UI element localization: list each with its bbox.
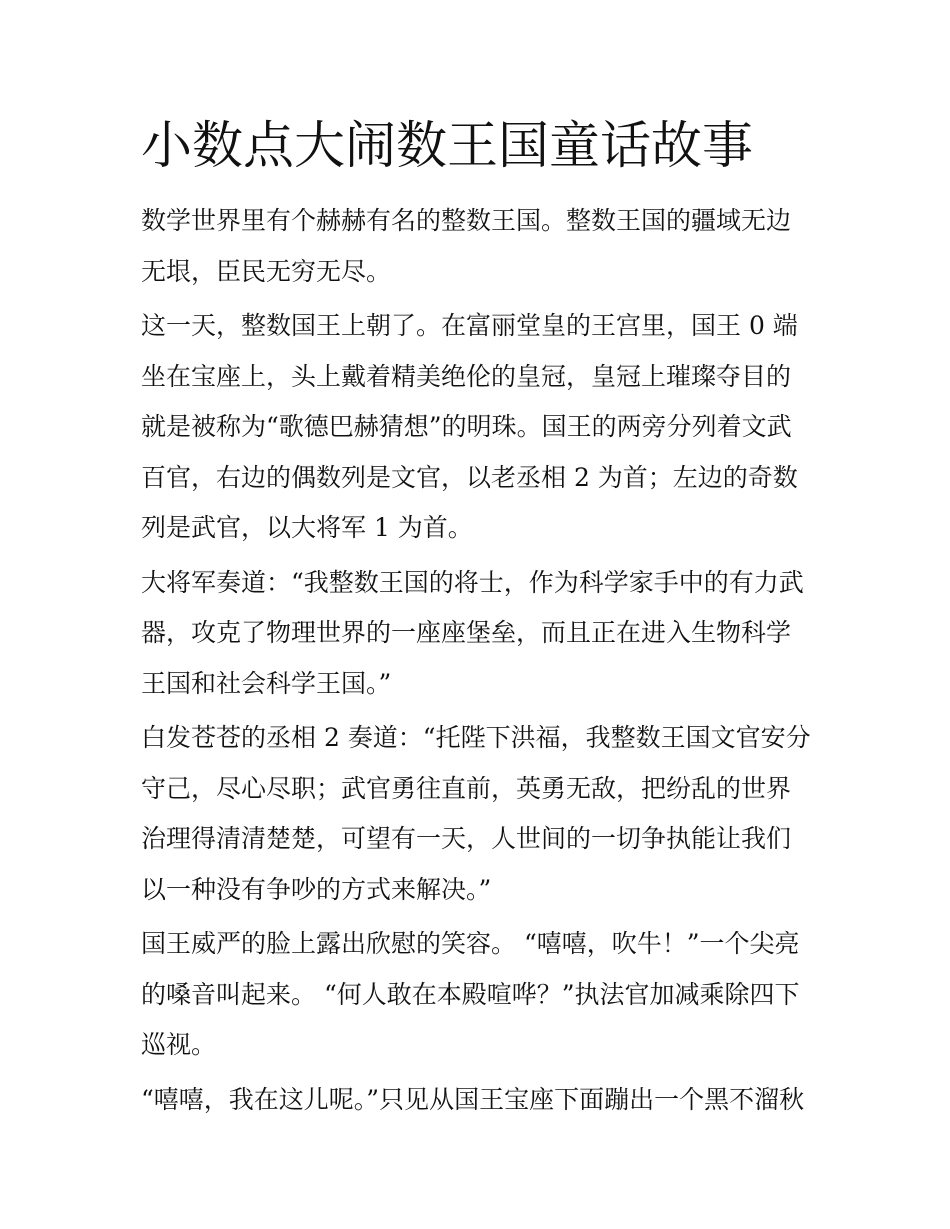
paragraph-appearance: “嘻嘻，我在这儿呢。”只见从国王宝座下面蹦出一个黑不溜秋	[141, 1084, 805, 1114]
paragraph-chancellor-speech: 白发苍苍的丞相 2 奏道：“托陛下洪福，我整数王国文官安分守己，尽心尽职；武官勇往直前，英勇无敌，把纷乱的世界治理得清清楚楚，可望有一天，人世间的一切争执能让我们以一种没有争吵的方式来解决。”	[141, 723, 811, 904]
paragraph-interruption: 国王威严的脸上露出欣慰的笑容。 “嘻嘻，吹牛！”一个尖亮的嗓音叫起来。 “何人敢在本殿喧哗？”执法官加减乘除四下巡视。	[141, 929, 800, 1059]
paragraph-intro: 数学世界里有个赫赫有名的整数王国。整数王国的疆域无边无垠，臣民无穷无尽。	[141, 206, 792, 286]
document-body	[141, 196, 813, 1129]
paragraph-general-speech: 大将军奏道：“我整数王国的将士，作为科学家手中的有力武器，攻克了物理世界的一座座堡垒，而且正在进入生物科学王国和社会科学王国。”	[141, 567, 804, 698]
document-title: 小数点大闹数王国童话故事	[141, 117, 754, 176]
paragraph-court: 这一天，整数国王上朝了。在富丽堂皇的王宫里，国王 0 端坐在宝座上，头上戴着精美绝伦的皇冠，皇冠上璀璨夺目的就是被称为“歌德巴赫猜想”的明珠。国王的两旁分列着文武百官，右边的偶数列是文官，以老丞相 2 为首；左边的奇数列是武官，以大将军 1 为首。	[141, 311, 798, 542]
